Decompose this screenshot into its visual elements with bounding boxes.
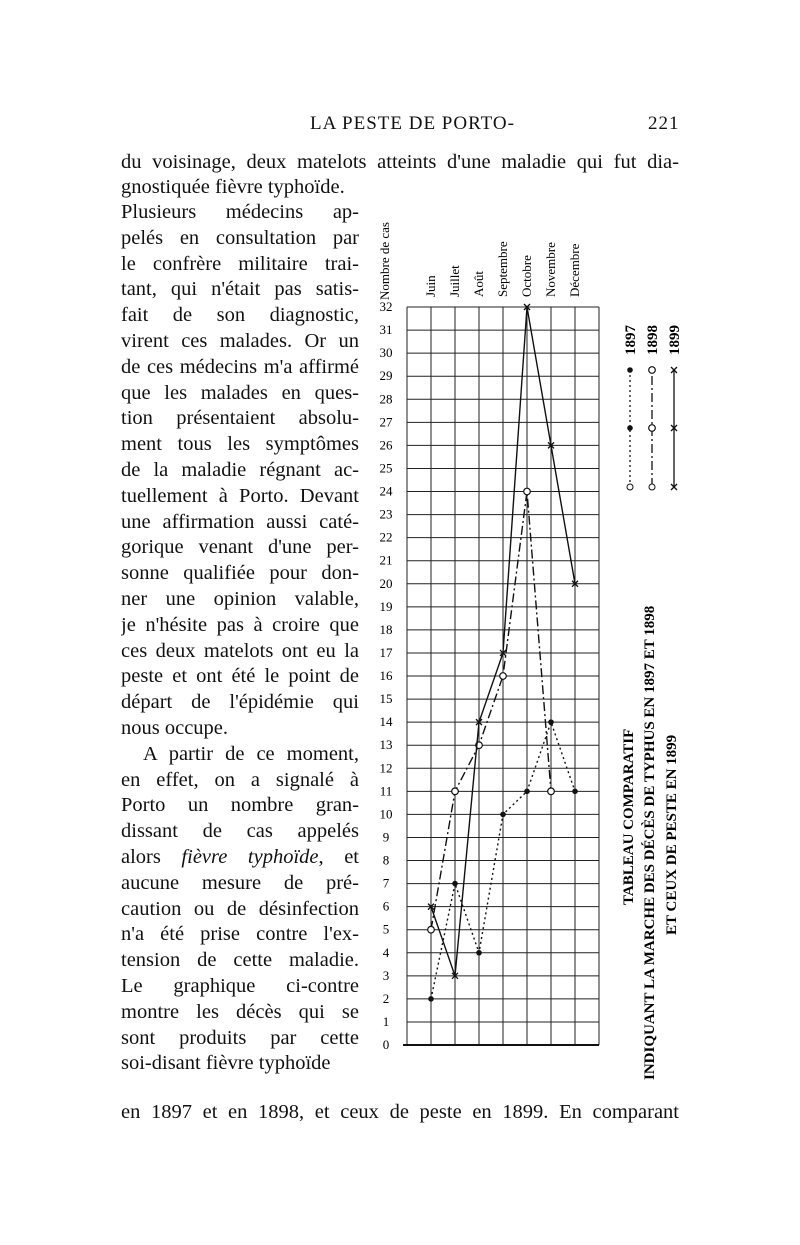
y-tick-label: 22 — [379, 529, 393, 545]
text-line: tension de cette maladie. — [121, 949, 359, 972]
y-tick-label: 30 — [379, 345, 393, 361]
marker-dot — [428, 996, 434, 1002]
legend-end-marker — [649, 484, 655, 490]
text-line: une affirmation aussi caté- — [121, 510, 359, 533]
marker-dot — [627, 425, 633, 431]
y-tick-label: 31 — [379, 322, 393, 338]
series-line-1898 — [431, 492, 551, 930]
month-label: Juillet — [447, 265, 462, 297]
y-tick-label: 26 — [379, 437, 393, 453]
y-tick-label: 13 — [379, 737, 393, 753]
marker-circle — [524, 488, 531, 495]
text-line: de la maladie régnant ac- — [121, 459, 359, 481]
y-tick-label: 14 — [379, 714, 393, 730]
y-tick-label: 0 — [382, 1037, 390, 1052]
chart-subtitle-line: INDIQUANT LA MARCHE DES DÉCÈS DE TYPHUS EN 1897 ET 1898 — [642, 605, 658, 1080]
text-line: alors fièvre typhoïde, et — [121, 846, 359, 868]
y-tick-label: 3 — [382, 967, 390, 983]
chart-title: TABLEAU COMPARATIF — [621, 728, 637, 905]
x-axis-months — [423, 241, 582, 297]
text-line: sonne qualifiée pour don- — [121, 562, 359, 585]
marker-circle — [649, 367, 656, 374]
y-tick-label: 12 — [379, 760, 393, 776]
text-line: ment tous les symptômes — [121, 433, 359, 456]
text-line: en 1897 et en 1898, et ceux de peste en 1899. En comparant — [121, 1101, 679, 1123]
text-line: en effet, on a signalé à — [121, 768, 359, 791]
text-line: de ces médecins m'a affirmé — [121, 355, 359, 378]
y-tick-label: 9 — [382, 829, 390, 845]
y-tick-label: 20 — [379, 575, 393, 591]
month-label: Décembre — [567, 243, 582, 297]
marker-dot — [524, 789, 530, 795]
text-line: Le graphique ci-contre — [121, 975, 359, 997]
chart-caption — [621, 606, 680, 1080]
month-label: Juin — [423, 275, 438, 297]
text-line: que les malades en ques- — [121, 381, 359, 404]
text-line: le confrère militaire trai- — [121, 252, 359, 275]
text-line: fait de son diagnostic, — [121, 304, 359, 327]
marker-circle — [649, 425, 656, 432]
y-tick-label: 5 — [382, 921, 390, 937]
text-line: tuellement à Porto. Devant — [121, 484, 359, 507]
y-tick-label: 10 — [379, 806, 393, 822]
text-line: Plusieurs médecins ap- — [121, 201, 359, 223]
text-line: peste et ont été le point de — [121, 665, 359, 688]
legend-label-1897: 1897 — [623, 325, 639, 355]
text-line: du voisinage, deux matelots atteints d'une maladie qui fut dia- — [121, 151, 679, 173]
marker-dot — [452, 881, 458, 887]
y-tick-label: 4 — [382, 944, 390, 960]
month-label: Août — [471, 271, 486, 297]
month-label: Novembre — [543, 242, 558, 297]
marker-circle — [548, 788, 555, 795]
month-label: Octobre — [519, 255, 534, 297]
typhus-plague-chart — [360, 195, 700, 1095]
text-line: n'a été prise contre l'ex- — [121, 923, 359, 946]
legend-label-1898: 1898 — [645, 325, 661, 355]
y-tick-label: 24 — [379, 483, 393, 499]
text-line: gnostiquée fièvre typhoïde. — [121, 176, 345, 198]
legend-end-marker — [627, 484, 633, 490]
running-title: LA PESTE DE PORTO- — [310, 113, 515, 134]
y-tick-label: 19 — [379, 598, 393, 614]
marker-circle — [452, 788, 459, 795]
y-tick-label: 29 — [379, 368, 393, 384]
marker-dot — [627, 367, 633, 373]
y-tick-label: 17 — [379, 644, 393, 660]
page-number: 221 — [648, 113, 680, 134]
chart-legend — [623, 325, 683, 491]
text-line: montre les décès qui se — [121, 1000, 359, 1023]
text-line: pelés en consultation par — [121, 226, 359, 249]
text-line: ces deux matelots ont eu la — [121, 639, 359, 662]
y-tick-label: 23 — [379, 506, 393, 522]
text-line: caution ou de désinfection — [121, 897, 359, 920]
chart-subtitle-line: ET CEUX DE PESTE EN 1899 — [664, 734, 680, 935]
text-line: tant, qui n'était pas satis- — [121, 278, 359, 301]
text-line: virent ces malades. Or un — [121, 330, 359, 352]
y-tick-label: 11 — [379, 783, 393, 799]
marker-dot — [500, 812, 506, 818]
italic-phrase: fièvre typhoïde — [181, 846, 319, 868]
y-axis-ticks — [380, 299, 394, 1052]
y-tick-label: 7 — [382, 875, 390, 891]
marker-dot — [476, 950, 482, 956]
text-line: ner une opinion valable, — [121, 588, 359, 610]
y-tick-label: 15 — [379, 691, 393, 707]
month-label: Septembre — [495, 241, 510, 297]
y-tick-label: 25 — [379, 460, 393, 476]
marker-circle — [428, 926, 435, 933]
text-line: sont produits par cette — [121, 1026, 359, 1049]
y-tick-label: 8 — [382, 852, 390, 868]
text-line: A partir de ce moment, — [143, 742, 359, 765]
y-tick-label: 21 — [379, 552, 393, 568]
text-line: Porto un nombre gran- — [121, 794, 359, 817]
legend-label-1899: 1899 — [667, 325, 683, 355]
text-line: tion présentaient absolu- — [121, 407, 359, 430]
y-tick-label: 6 — [382, 898, 390, 914]
series-1898 — [428, 488, 555, 933]
text-line: départ de l'épidémie qui — [121, 691, 359, 714]
marker-dot — [548, 719, 554, 725]
y-tick-label: 2 — [382, 990, 390, 1006]
y-tick-label: 1 — [382, 1013, 390, 1029]
text-line: gorique venant d'une per- — [121, 536, 359, 559]
y-tick-label: 28 — [379, 391, 393, 407]
text-line: je n'hésite pas à croire que — [121, 613, 359, 636]
marker-dot — [572, 789, 578, 795]
text-line: aucune mesure de pré- — [121, 871, 359, 894]
text-line: soi-disant fièvre typhoïde — [121, 1052, 331, 1075]
y-axis-label: Nombre de cas — [377, 222, 392, 300]
text-line: nous occupe. — [121, 717, 229, 739]
y-tick-label: 32 — [379, 299, 393, 314]
text-line: dissant de cas appelés — [121, 820, 359, 843]
y-tick-label: 27 — [379, 414, 393, 430]
y-tick-label: 18 — [379, 621, 393, 637]
y-tick-label: 16 — [379, 668, 393, 683]
marker-circle — [500, 673, 507, 680]
